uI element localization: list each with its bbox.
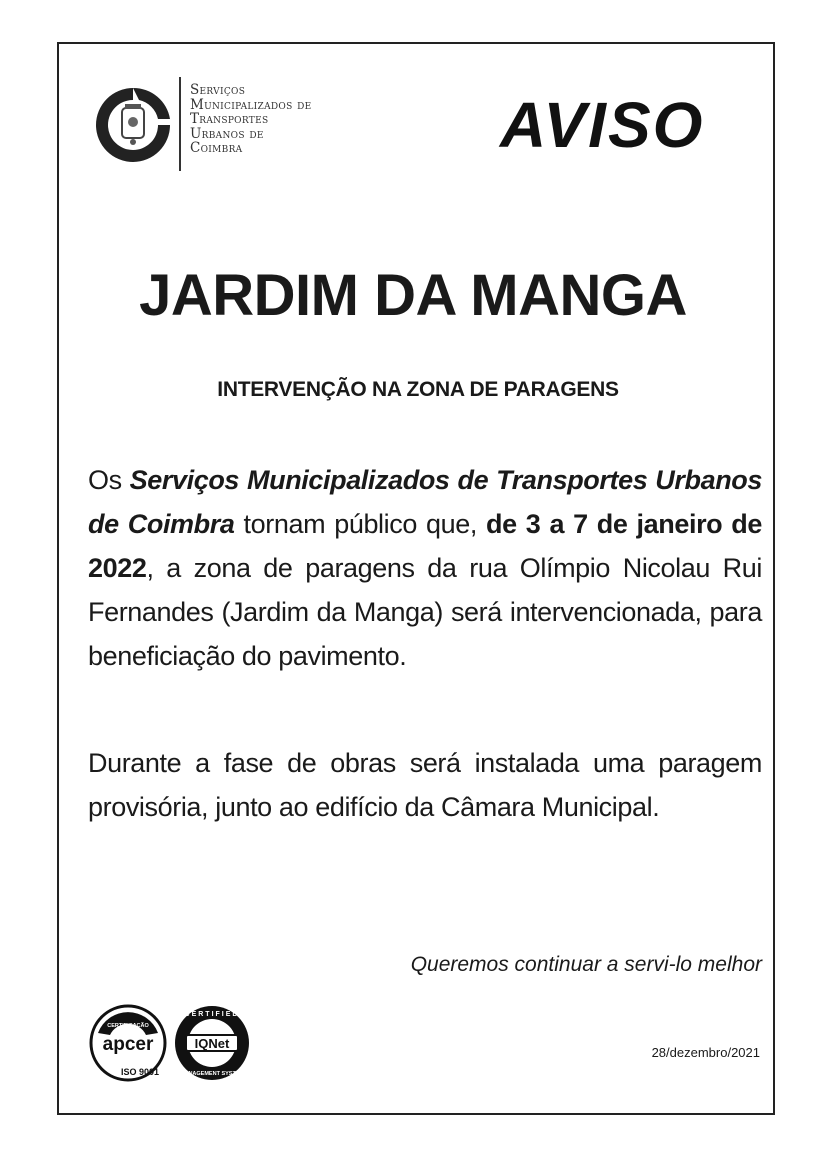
text: , a zona de paragens da rua Olímpio Nicolau Rui Fernandes (Jardim da Manga) será intervencionada, para beneficiação do pavimento. (88, 553, 762, 671)
smtuc-crest-logo (92, 84, 174, 166)
aviso-heading: AVISO (500, 89, 705, 161)
header-divider (179, 77, 181, 171)
text: tornam público que, (234, 509, 487, 539)
notice-paragraph-1 (88, 458, 762, 678)
org-line: Transportes (190, 111, 269, 127)
apcer-name: apcer (102, 1034, 154, 1055)
org-line: Coimbra (190, 140, 243, 156)
iqnet-name: IQNet (194, 1036, 230, 1051)
apcer-certification-badge (88, 1003, 168, 1083)
date-range-emphasis: de 3 a 7 de janeiro de 2022 (88, 509, 763, 583)
organization-name (190, 83, 312, 156)
iqnet-certification-badge (172, 1003, 252, 1083)
page-subtitle: INTERVENÇÃO NA ZONA DE PARAGENS (217, 378, 619, 401)
org-line: Urbanos de (190, 125, 264, 142)
apcer-top-label: CERTIFICAÇÃO (107, 1023, 149, 1029)
iqnet-top-label: CERTIFIED (184, 1011, 240, 1018)
text: Os (88, 465, 130, 495)
motto: Queremos continuar a servi-lo melhor (410, 953, 762, 976)
iqnet-bottom-label: MANAGEMENT SYSTEM (179, 1071, 245, 1077)
notice-paragraph-2: Durante a fase de obras será instalada uma paragem provisória, junto ao edifício da Câmara Municipal. (88, 748, 762, 822)
iso-label: ISO 9001 (120, 1067, 160, 1077)
org-emphasis: Serviços Municipalizados de Transportes Urbanos de Coimbra (88, 465, 762, 539)
org-line: Serviços (190, 82, 246, 98)
notice-date: 28/dezembro/2021 (651, 1045, 760, 1060)
org-line: Municipalizados de (190, 96, 312, 113)
page-title: JARDIM DA MANGA (139, 263, 687, 328)
